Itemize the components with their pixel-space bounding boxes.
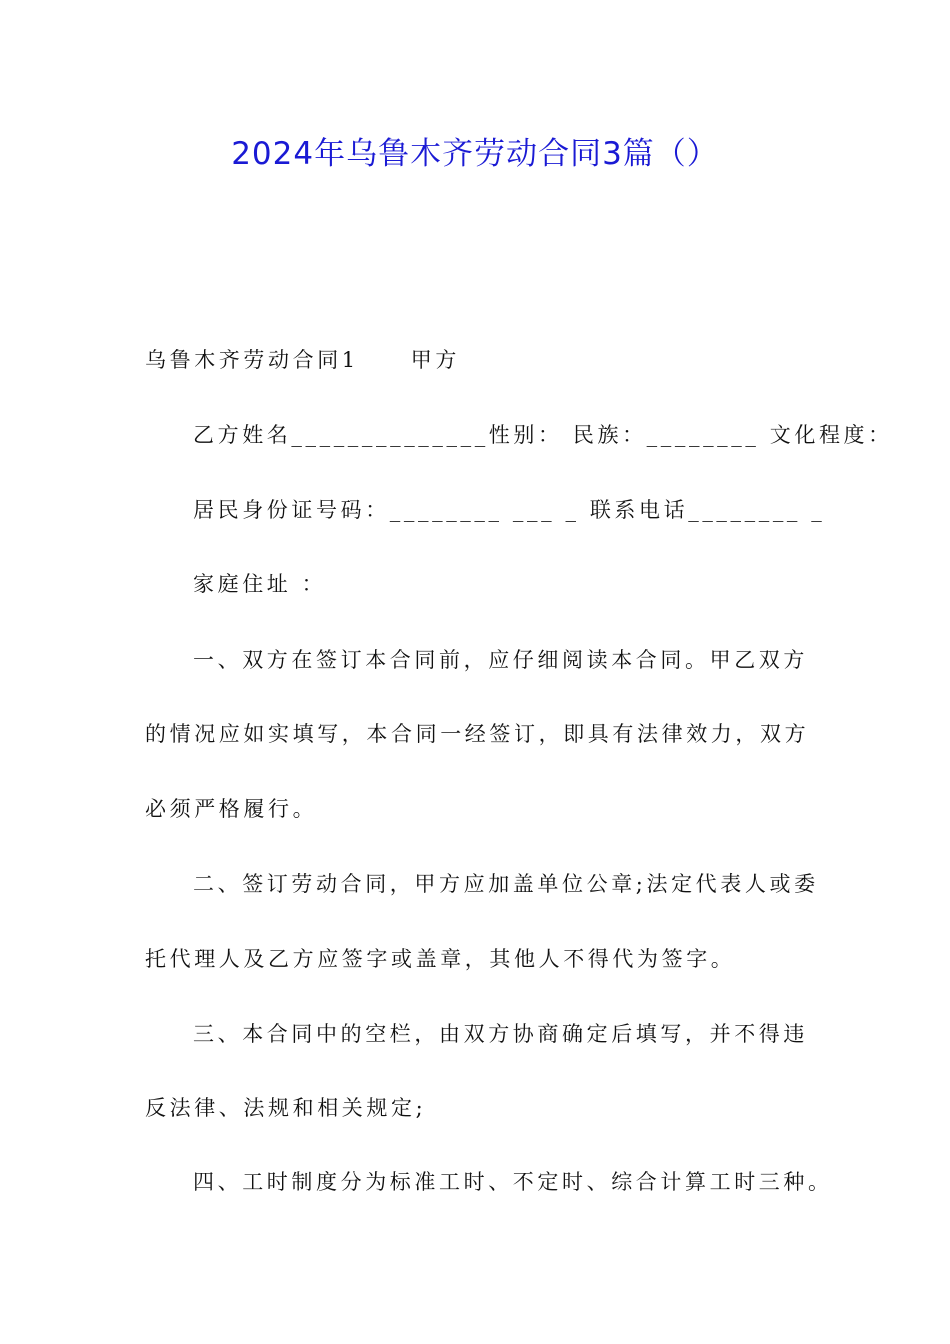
subheading-line: [145, 346, 825, 374]
clause-2-line-1: 二、签订劳动合同，甲方应加盖单位公章;法定代表人或委: [193, 872, 819, 896]
document-title: 2024年乌鲁木齐劳动合同3篇（）: [231, 136, 719, 172]
subheading: 乌鲁木齐劳动合同1: [145, 348, 359, 372]
clause-4-line-1: 四、工时制度分为标准工时、不定时、综合计算工时三种。: [193, 1170, 833, 1194]
clause-3-line-2: 反法律、法规和相关规定;: [145, 1096, 427, 1120]
party-a-label: 甲方: [410, 348, 460, 372]
party-b-info-line: 乙方姓名______________性别： 民族：________ 文化程度：: [193, 423, 893, 447]
clause-1-line-2: 的情况应如实填写，本合同一经签订，即具有法律效力，双方: [145, 722, 810, 746]
clause-3-line-1: 三、本合同中的空栏，由双方协商确定后填写，并不得违: [193, 1022, 808, 1046]
clause-2-line-2: 托代理人及乙方应签字或盖章，其他人不得代为签字。: [145, 947, 736, 971]
id-phone-line: 居民身份证号码：________ ___ _ 联系电话________ _: [193, 498, 826, 522]
clause-1-line-1: 一、双方在签订本合同前，应仔细阅读本合同。甲乙双方: [193, 648, 808, 672]
address-line: 家庭住址 ：: [193, 572, 327, 596]
clause-1-line-3: 必须严格履行。: [145, 797, 318, 821]
